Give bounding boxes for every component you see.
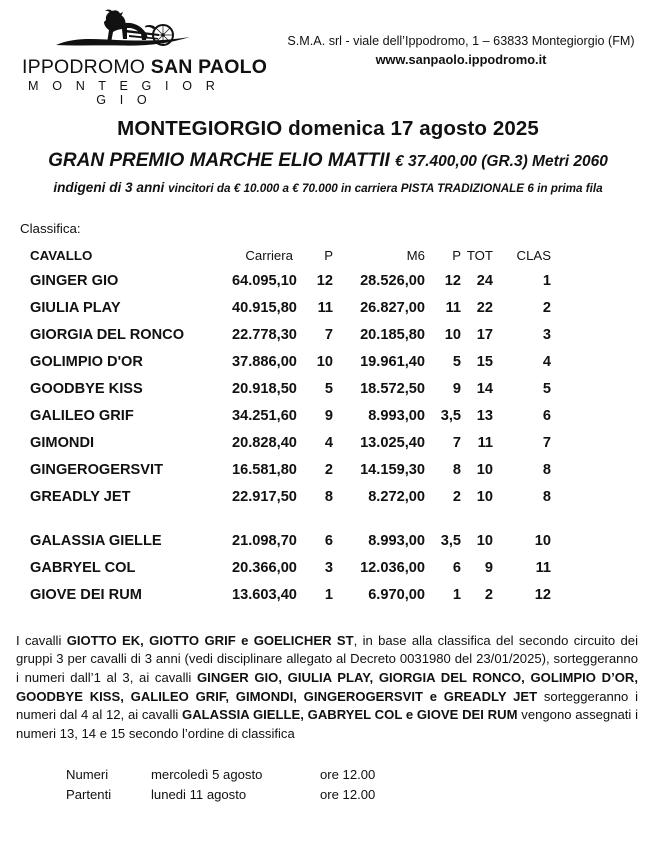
horse-name: GABRYEL COL — [30, 559, 136, 576]
column-header-p2: P — [452, 247, 461, 263]
horse-name: GOODBYE KISS — [30, 380, 143, 397]
horse-p2: 1 — [452, 586, 461, 603]
table-row — [0, 381, 656, 408]
row-spacer — [552, 327, 656, 354]
horse-name: GIMONDI — [30, 434, 95, 451]
horse-name: GALILEO GRIF — [30, 407, 134, 424]
race-titles — [0, 114, 656, 199]
horse-p1: 4 — [324, 434, 333, 451]
horse-clas: 1 — [542, 272, 551, 289]
table-row — [0, 327, 656, 354]
table-row — [0, 587, 656, 614]
horse-m6: 19.961,40 — [360, 353, 425, 370]
horse-tot: 13 — [476, 407, 493, 424]
horse-p1: 8 — [324, 488, 333, 505]
meeting-title: MONTEGIORGIO domenica 17 agosto 2025 — [117, 117, 539, 140]
row-spacer — [552, 273, 656, 300]
note-seg-1: I cavalli — [16, 632, 67, 648]
logo-subtitle: M O N T E G I O R G I O — [28, 79, 220, 108]
contact-block — [266, 32, 656, 69]
note-bold-3: GALASSIA GIELLE, GABRYEL COL e GIOVE DEI RUM — [182, 707, 518, 723]
deadline-row — [66, 785, 440, 805]
note-seg-2: , in base alla classifica del secondo circuito dei gruppi 3 per cavalli di 3 anni (vedi disciplinare allegato al Decreto 0031980 del 23/01/2025), sorteggeranno i numeri dall’1 al 3, ai cavalli — [16, 632, 638, 686]
column-header-clas: CLAS — [516, 247, 551, 263]
horse-p1: 9 — [324, 407, 333, 424]
website-link[interactable]: www.sanpaolo.ippodromo.it — [375, 52, 547, 68]
horse-m6: 8.993,00 — [368, 407, 425, 424]
horse-p2: 2 — [452, 488, 461, 505]
horse-clas: 10 — [534, 532, 551, 549]
horse-name: GOLIMPIO D'OR — [30, 353, 143, 370]
horse-p2: 9 — [452, 380, 461, 397]
horse-tot: 10 — [476, 488, 493, 505]
horse-p1: 2 — [324, 461, 333, 478]
horse-clas: 8 — [542, 488, 551, 505]
horse-clas: 5 — [542, 380, 551, 397]
horse-sulky-icon — [47, 6, 197, 56]
horse-p2: 5 — [452, 353, 461, 370]
race-name: GRAN PREMIO MARCHE ELIO MATTII — [48, 149, 390, 171]
horse-p2: 12 — [444, 272, 461, 289]
page-header — [0, 0, 656, 108]
horse-name: GINGEROGERSVIT — [30, 461, 163, 478]
horse-clas: 3 — [542, 326, 551, 343]
horse-carriera: 40.915,80 — [232, 299, 297, 316]
horse-name: GALASSIA GIELLE — [30, 532, 162, 549]
horse-tot: 11 — [477, 434, 493, 451]
row-spacer — [552, 533, 656, 560]
column-header-cavallo: CAVALLO — [30, 247, 93, 263]
classifica-table — [0, 248, 656, 614]
ippodromo-logo — [22, 6, 268, 108]
horse-p2: 3,5 — [440, 407, 461, 424]
column-header-carriera: Carriera — [245, 247, 293, 263]
note-bold-1: GIOTTO EK, GIOTTO GRIF e GOELICHER ST — [66, 632, 354, 648]
row-spacer — [552, 489, 656, 516]
logo-word-sanpaolo: SAN PAOLO — [150, 56, 268, 78]
horse-m6: 6.970,00 — [368, 586, 425, 603]
horse-clas: 12 — [534, 586, 551, 603]
horse-p1: 6 — [324, 532, 333, 549]
deadline-date: lunedi 11 agosto — [151, 786, 247, 802]
table-row — [0, 560, 656, 587]
horse-m6: 14.159,30 — [360, 461, 425, 478]
horse-name: GINGER GIO — [30, 272, 119, 289]
horse-tot: 15 — [476, 353, 493, 370]
horse-clas: 11 — [535, 559, 551, 576]
row-spacer — [552, 300, 656, 327]
horse-p2: 7 — [452, 434, 461, 451]
logo-wordmark — [22, 56, 268, 78]
horse-name: GIOVE DEI RUM — [30, 586, 142, 603]
horse-m6: 20.185,80 — [360, 326, 425, 343]
table-row — [0, 300, 656, 327]
horse-p1: 12 — [316, 272, 333, 289]
horse-tot: 22 — [476, 299, 493, 316]
horse-carriera: 20.828,40 — [232, 434, 297, 451]
horse-p2: 10 — [444, 326, 461, 343]
row-spacer — [552, 354, 656, 381]
horse-carriera: 22.778,30 — [232, 326, 297, 343]
column-header-spacer — [552, 248, 656, 273]
table-row — [0, 489, 656, 516]
horse-clas: 2 — [542, 299, 551, 316]
row-spacer — [552, 408, 656, 435]
race-conditions — [0, 178, 656, 198]
row-spacer — [552, 381, 656, 408]
horse-p1: 7 — [324, 326, 333, 343]
horse-p1: 10 — [316, 353, 333, 370]
row-spacer — [552, 560, 656, 587]
horse-carriera: 16.581,80 — [232, 461, 297, 478]
note-bold-2: GINGER GIO, GIULIA PLAY, GIORGIA DEL RONCO, GOLIMPIO D’OR, GOODBYE KISS, GALILEO GRIF, GIMONDI, GINGEROGERSVIT e GREADLY JET — [16, 670, 638, 704]
horse-m6: 18.572,50 — [360, 380, 425, 397]
horse-p2: 11 — [445, 299, 461, 316]
horse-m6: 26.827,00 — [360, 299, 425, 316]
horse-tot: 10 — [476, 461, 493, 478]
horse-name: GIULIA PLAY — [30, 299, 121, 316]
horse-carriera: 21.098,70 — [232, 532, 297, 549]
table-body — [0, 273, 656, 614]
deadlines-body — [66, 765, 440, 805]
note-seg-3: sorteggeranno i numeri dal 4 al 12, ai cavalli — [16, 688, 638, 723]
horse-p2: 6 — [452, 559, 461, 576]
horse-tot: 10 — [476, 532, 493, 549]
logo-word-ippodromo: IPPODROMO — [22, 56, 146, 78]
horse-name: GREADLY JET — [30, 488, 131, 505]
table-row — [0, 408, 656, 435]
deadline-time: ore 12.00 — [320, 786, 376, 802]
row-spacer — [552, 435, 656, 462]
deadline-label: Partenti — [66, 786, 112, 802]
deadline-label: Numeri — [66, 766, 109, 782]
row-spacer — [552, 587, 656, 614]
horse-p2: 8 — [452, 461, 461, 478]
row-spacer — [552, 462, 656, 489]
horse-carriera: 13.603,40 — [232, 586, 297, 603]
horse-tot: 9 — [484, 559, 493, 576]
note-seg-4: vengono assegnati i numeri 13, 14 e 15 secondo l’ordine di classifica — [16, 707, 638, 742]
table-row — [0, 533, 656, 560]
horse-carriera: 22.917,50 — [232, 488, 297, 505]
horse-tot: 24 — [476, 272, 493, 289]
horse-clas: 4 — [542, 353, 551, 370]
horse-p1: 1 — [324, 586, 333, 603]
horse-tot: 14 — [476, 380, 493, 397]
table-row — [0, 354, 656, 381]
column-header-p1: P — [324, 247, 333, 263]
horse-m6: 28.526,00 — [360, 272, 425, 289]
company-address: S.M.A. srl - viale dell’Ippodromo, 1 – 63833 Montegiorgio (FM) — [287, 34, 635, 48]
horse-carriera: 34.251,60 — [232, 407, 297, 424]
horse-carriera: 37.886,00 — [232, 353, 297, 370]
conditions-rest: vincitori da € 10.000 a € 70.000 in carriera PISTA TRADIZIONALE 6 in prima fila — [168, 182, 603, 196]
horse-p1: 11 — [317, 299, 333, 316]
deadlines-table — [66, 765, 440, 805]
horse-m6: 8.993,00 — [368, 532, 425, 549]
classifica-label: Classifica: — [20, 220, 81, 236]
horse-name: GIORGIA DEL RONCO — [30, 326, 185, 343]
horse-p1: 3 — [324, 559, 333, 576]
column-header-m6: M6 — [406, 247, 425, 263]
horse-clas: 8 — [542, 461, 551, 478]
horse-p1: 5 — [324, 380, 333, 397]
horse-carriera: 20.366,00 — [232, 559, 297, 576]
table-row — [0, 462, 656, 489]
table-row — [0, 273, 656, 300]
table-row-gap — [0, 516, 656, 533]
horse-m6: 13.025,40 — [360, 434, 425, 451]
horse-clas: 6 — [542, 407, 551, 424]
race-prize: € 37.400,00 (GR.3) Metri 2060 — [395, 152, 608, 170]
conditions-lead: indigeni di 3 anni — [53, 180, 165, 196]
horse-carriera: 20.918,50 — [232, 380, 297, 397]
horse-clas: 7 — [542, 434, 551, 451]
race-title — [0, 147, 656, 176]
horse-carriera: 64.095,10 — [232, 272, 297, 289]
horse-m6: 8.272,00 — [368, 488, 425, 505]
horse-tot: 2 — [484, 586, 493, 603]
horse-p2: 3,5 — [440, 532, 461, 549]
table-gap-cell — [0, 516, 656, 533]
deadline-row — [66, 765, 440, 785]
horse-tot: 17 — [476, 326, 493, 343]
table-header-row — [0, 248, 656, 273]
deadline-time: ore 12.00 — [320, 766, 376, 782]
allocation-note — [16, 632, 638, 744]
horse-m6: 12.036,00 — [360, 559, 425, 576]
column-header-tot: TOT — [466, 247, 493, 263]
deadline-date: mercoledì 5 agosto — [151, 766, 263, 782]
table-row — [0, 435, 656, 462]
